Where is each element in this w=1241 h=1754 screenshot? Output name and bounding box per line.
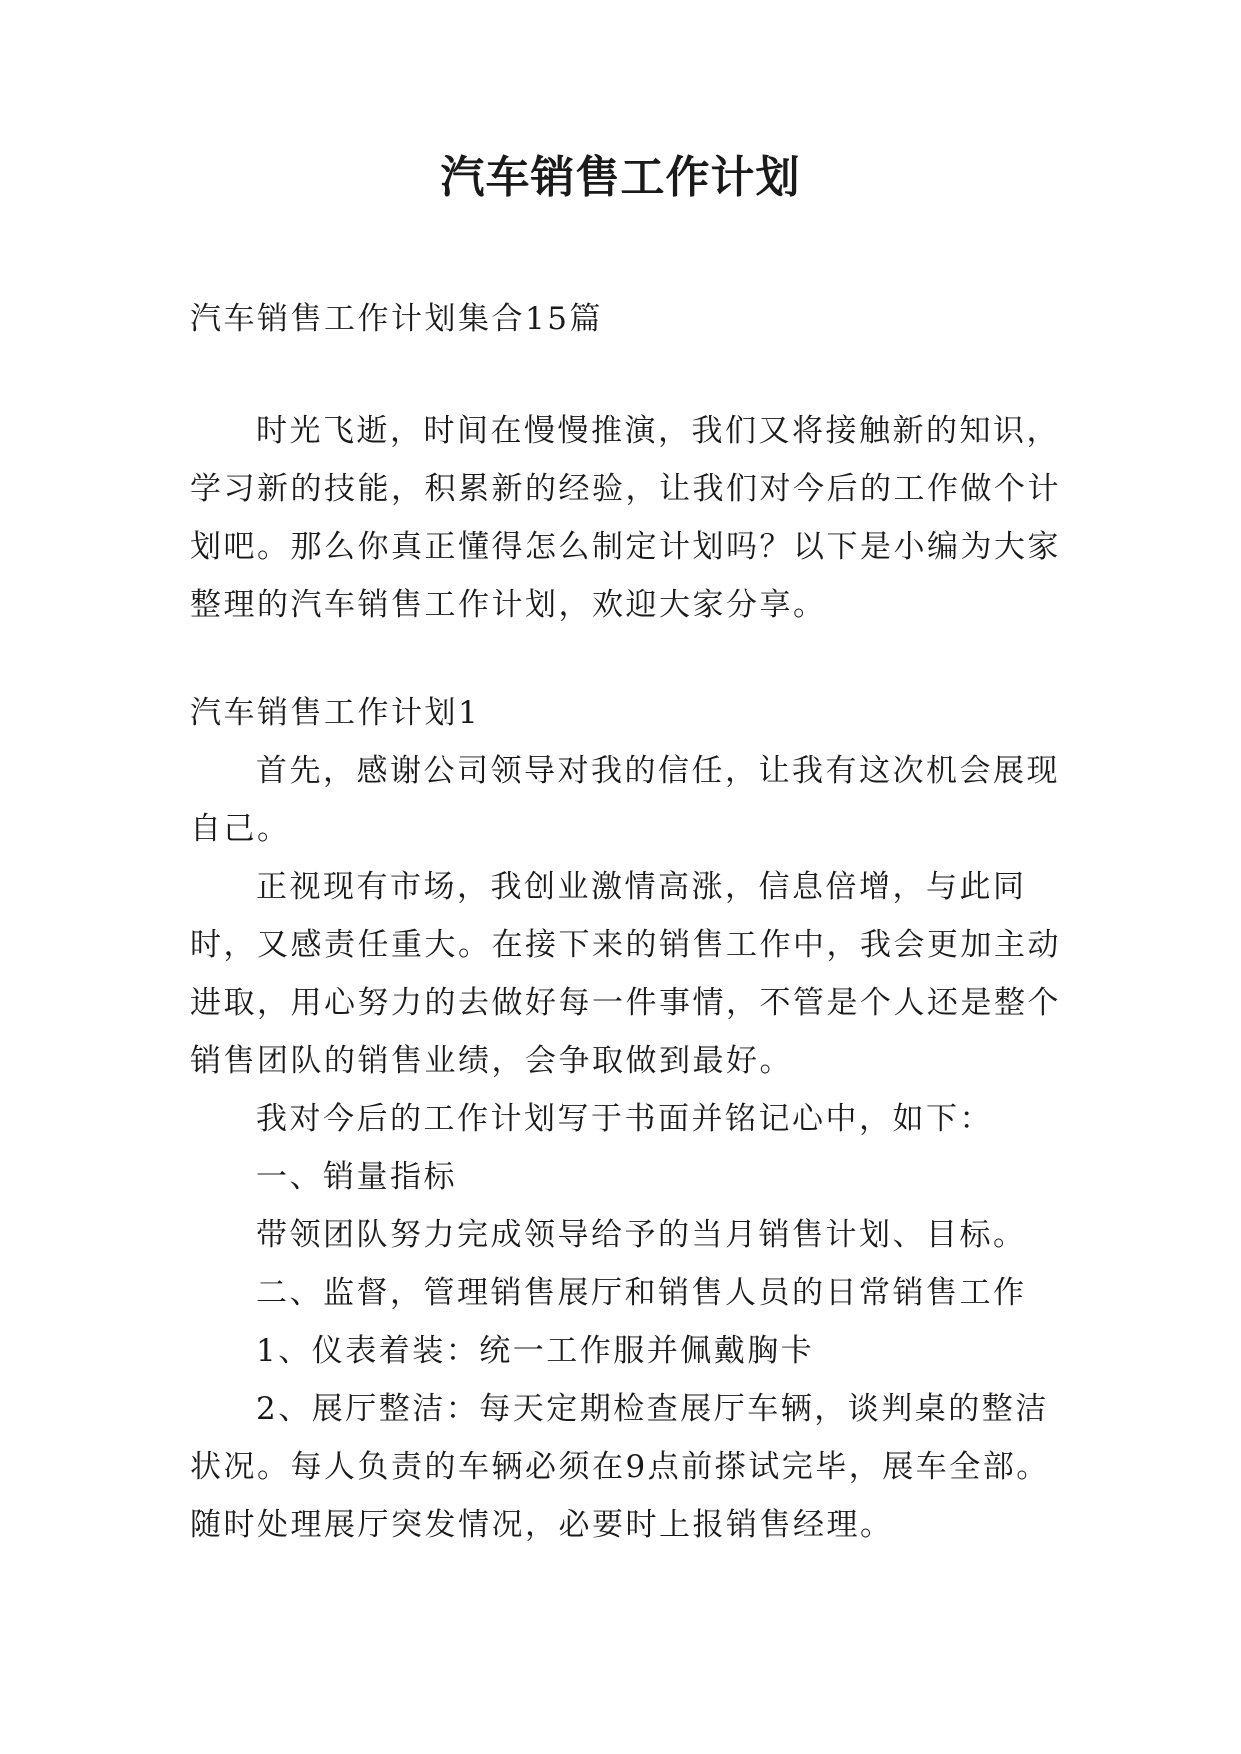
body-paragraph: 带领团队努力完成领导给予的当月销售计划、目标。	[256, 1217, 1027, 1253]
document-body	[190, 290, 1070, 1554]
list-item: 1、仪表着装：统一工作服并佩戴胸卡	[256, 1333, 815, 1369]
intro-paragraph: 时光飞逝，时间在慢慢推演，我们又将接触新的知识，学习新的技能，积累新的经验，让我们对今后的工作做个计划吧。那么你真正懂得怎么制定计划吗？以下是小编为大家整理的汽车销售工作计划，欢迎大家分享。	[190, 413, 1061, 623]
spacer	[190, 348, 1070, 402]
list-heading: 二、监督，管理销售展厅和销售人员的日常销售工作	[256, 1275, 1027, 1311]
list-heading: 一、销量指标	[256, 1159, 457, 1195]
section-heading: 汽车销售工作计划1	[190, 695, 481, 731]
document-title: 汽车销售工作计划	[440, 152, 801, 203]
collection-heading: 汽车销售工作计划集合15篇	[190, 301, 603, 337]
body-paragraph: 首先，感谢公司领导对我的信任，让我有这次机会展现自己。	[190, 753, 1060, 847]
body-paragraph: 我对今后的工作计划写于书面并铭记心中，如下：	[256, 1101, 993, 1137]
spacer	[190, 634, 1070, 684]
list-item: 2、展厅整洁：每天定期检查展厅车辆，谈判桌的整洁状况。每人负责的车辆必须在9点前搽试完毕，展车全部。随时处理展厅突发情况，必要时上报销售经理。	[190, 1391, 1050, 1543]
body-paragraph: 正视现有市场，我创业激情高涨，信息倍增，与此同时，又感责任重大。在接下来的销售工作中，我会更加主动进取，用心努力的去做好每一件事情，不管是个人还是整个销售团队的销售业绩，会争取做到最好。	[190, 869, 1061, 1079]
